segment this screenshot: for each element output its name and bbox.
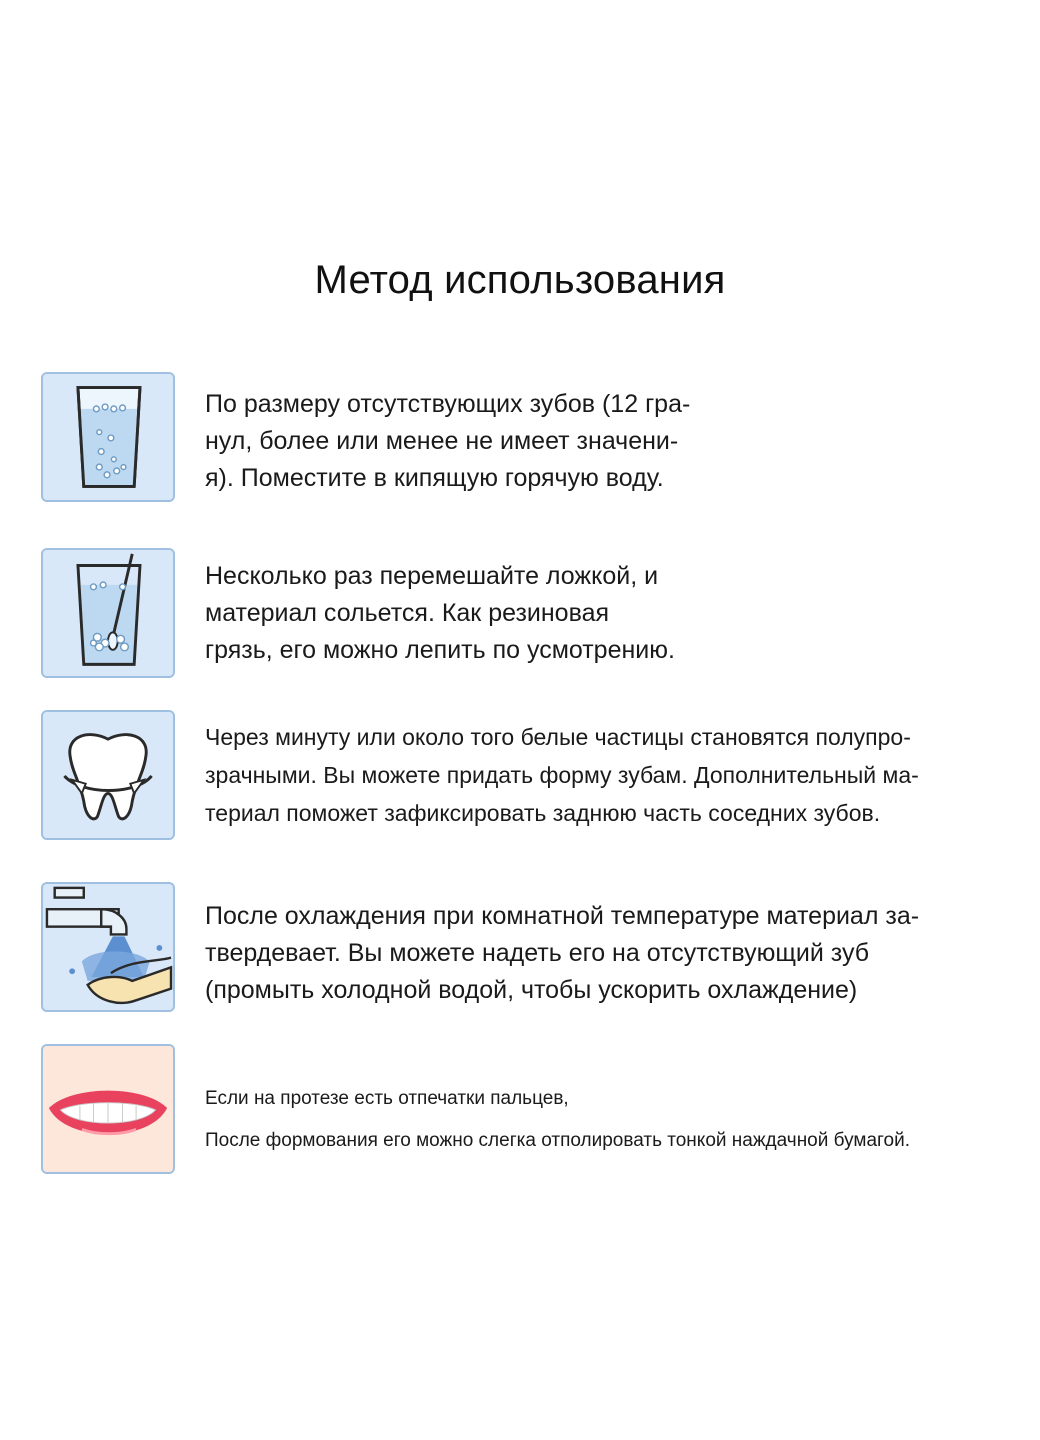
step-3-text [205,718,919,832]
step-2-line: Несколько раз перемешайте ложкой, и [205,562,659,590]
step-2-line: грязь, его можно лепить по усмотрению. [205,636,675,664]
step-1-line: По размеру отсутствующих зубов (12 гра- [205,390,691,418]
step-3-line: Через минуту или около того белые частицы становятся полупро- [205,724,911,750]
step-5-line: После формования его можно слегка отполировать тонкой наждачной бумагой. [205,1130,910,1151]
step-2-text [205,558,675,669]
step-3-line: териал поможет зафиксировать заднюю часть соседних зубов. [205,800,881,826]
step-4-line: твердевает. Вы можете надеть его на отсутствующий зуб [205,939,870,967]
step-3-line: зрачными. Вы можете придать форму зубам. Дополнительный ма- [205,762,919,788]
step-5-text [205,1078,910,1162]
step-1-text [205,386,690,497]
smiling-mouth-icon [41,1044,175,1174]
glass-of-water-icon [41,372,175,502]
page-title: Метод использования [314,258,726,302]
step-5-line: Если на протезе есть отпечатки пальцев, [205,1088,569,1109]
step-4-line: (промыть холодной водой, чтобы ускорить охлаждение) [205,976,858,1004]
step-1-line: нул, более или менее не имеет значени- [205,427,679,455]
step-4-line: После охлаждения при комнатной температуре материал за- [205,902,920,930]
step-2-line: материал сольется. Как резиновая [205,599,610,627]
step-4-text [205,898,919,1009]
tooth-icon [41,710,175,840]
faucet-washing-hands-icon [41,882,175,1012]
step-1-line: я). Поместите в кипящую горячую воду. [205,464,664,492]
glass-with-spoon-icon [41,548,175,678]
